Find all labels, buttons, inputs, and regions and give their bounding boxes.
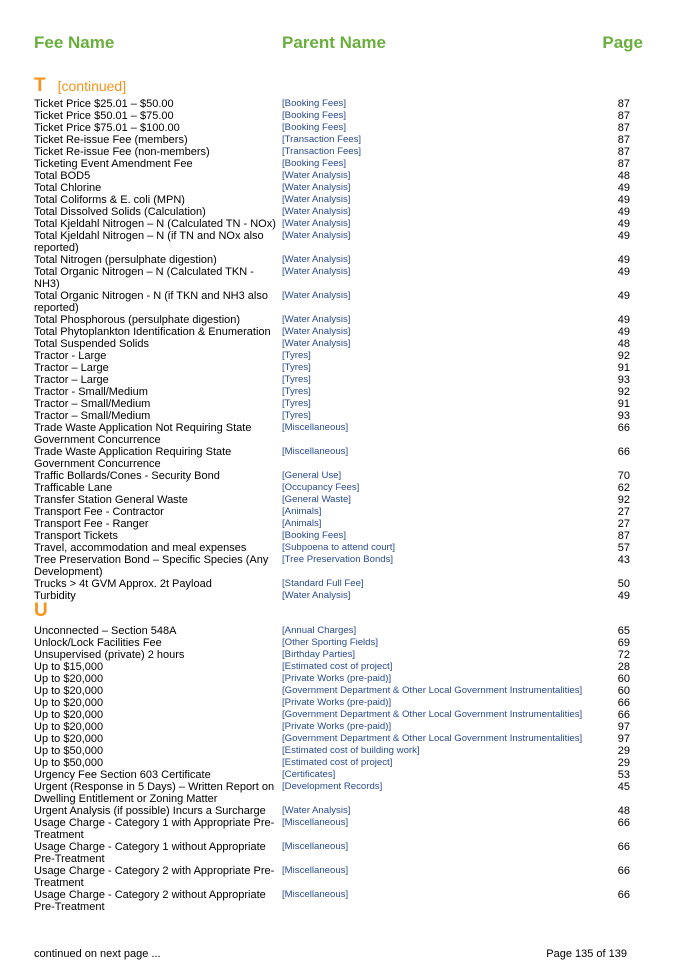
fee-row [34,542,630,554]
fee-row [34,709,630,721]
fee-row [34,506,630,518]
parent-name: [General Use] [282,470,342,481]
page-number: 87 [617,146,630,158]
fee-row [34,230,630,254]
page-number: 87 [617,110,630,122]
section-letter: U [34,600,48,621]
parent-name: [Transaction Fees] [282,146,362,157]
parent-name: [Booking Fees] [282,530,346,541]
fee-row [34,170,630,182]
parent-name: [Water Analysis] [282,206,351,217]
parent-name: [Annual Charges] [282,625,357,636]
fee-name: Total Nitrogen (persulphate digestion) [34,254,217,266]
fee-row [34,733,630,745]
page-number: 53 [617,769,630,781]
fee-row [34,158,630,170]
fee-name: Ticketing Event Amendment Fee [34,158,193,170]
fee-name: Usage Charge - Category 1 without Appropriate Pre-Treatment [34,841,266,865]
parent-name: [Tyres] [282,362,311,373]
parent-name: [Subpoena to attend court] [282,542,396,553]
fee-name: Tree Preservation Bond – Specific Species (Any Development) [34,554,269,578]
parent-name: [Water Analysis] [282,805,351,816]
fee-name: Tractor - Small/Medium [34,386,148,398]
parent-name: [Water Analysis] [282,290,351,301]
fee-row [34,494,630,506]
page-number: 49 [617,182,630,194]
fee-name: Transport Fee - Contractor [34,506,164,518]
footer-page-number: Page 135 of 139 [546,948,627,960]
fee-row [34,518,630,530]
fee-name: Total Coliforms & E. coli (MPN) [34,194,185,206]
parent-name: [Government Department & Other Local Government Instrumentalities] [282,709,583,720]
parent-name: [Birthday Parties] [282,649,356,660]
fee-row [34,470,630,482]
fee-name: Urgency Fee Section 603 Certificate [34,769,211,781]
fee-row [34,446,630,470]
page-number: 49 [617,590,630,602]
fee-name: Ticket Price $25.01 – $50.00 [34,98,174,110]
page-number: 43 [617,554,630,566]
fee-name: Total Organic Nitrogen – N (Calculated TKN - NH3) [34,266,254,290]
fee-row [34,122,630,134]
parent-name: [Water Analysis] [282,590,351,601]
fee-name: Urgent Analysis (if possible) Incurs a Surcharge [34,805,266,817]
fee-name: Tractor - Large [34,350,107,362]
fee-row [34,841,630,865]
fee-name: Trucks > 4t GVM Approx. 2t Payload [34,578,212,590]
fee-name: Up to $50,000 [34,745,104,757]
page-number: 66 [617,446,630,458]
page-number: 66 [617,709,630,721]
page-number: 87 [617,134,630,146]
parent-name: [Estimated cost of building work] [282,745,420,756]
page-number: 65 [617,625,630,637]
fee-name: Total BOD5 [34,170,91,182]
parent-name: [Estimated cost of project] [282,661,393,672]
fee-row [34,482,630,494]
page-number: 50 [617,578,630,590]
fee-row [34,410,630,422]
fee-name: Trafficable Lane [34,482,113,494]
parent-name: [Other Sporting Fields] [282,637,378,648]
fee-name: Usage Charge - Category 1 with Appropriate Pre-Treatment [34,817,275,841]
fee-row [34,649,630,661]
parent-name: [Government Department & Other Local Government Instrumentalities] [282,733,583,744]
column-header-fee-name: Fee Name [34,33,115,52]
parent-name: [Water Analysis] [282,314,351,325]
footer-continued: continued on next page ... [34,948,161,960]
page-number: 29 [617,745,630,757]
fee-name: Traffic Bollards/Cones - Security Bond [34,470,220,482]
parent-name: [Tyres] [282,374,311,385]
fee-row [34,673,630,685]
fee-name: Usage Charge - Category 2 with Appropriate Pre-Treatment [34,865,275,889]
page-number: 27 [617,518,630,530]
fee-name: Total Chlorine [34,182,102,194]
page-number: 93 [617,374,630,386]
fee-row [34,110,630,122]
parent-name: [Booking Fees] [282,158,346,169]
fee-row [34,578,630,590]
fee-row [34,338,630,350]
page-number: 57 [617,542,630,554]
parent-name: [Water Analysis] [282,230,351,241]
section-letter: T [34,75,46,96]
parent-name: [Government Department & Other Local Government Instrumentalities] [282,685,583,696]
fee-name: Up to $20,000 [34,709,104,721]
fee-row [34,146,630,158]
fee-name: Total Phytoplankton Identification & Enumeration [34,326,271,338]
parent-name: [Standard Full Fee] [282,578,364,589]
parent-name: [Miscellaneous] [282,446,349,457]
fee-name: Ticket Re-issue Fee (non-members) [34,146,210,158]
column-header-parent-name: Parent Name [282,33,386,52]
fee-row [34,314,630,326]
fee-row [34,98,630,110]
fee-row [34,757,630,769]
fee-name: Up to $20,000 [34,673,104,685]
page-number: 49 [617,218,630,230]
parent-name: [Booking Fees] [282,98,346,109]
parent-name: [Water Analysis] [282,170,351,181]
parent-name: [Estimated cost of project] [282,757,393,768]
fee-row [34,182,630,194]
page-number: 70 [617,470,630,482]
fee-row [34,362,630,374]
fee-row [34,590,630,602]
page-number: 87 [617,530,630,542]
parent-name: [Water Analysis] [282,182,351,193]
fee-list-u [34,625,630,913]
fee-row [34,350,630,362]
fee-name: Up to $15,000 [34,661,104,673]
section-heading-t [34,75,126,97]
page-number: 66 [617,889,630,901]
page-number: 49 [617,290,630,302]
page-number: 87 [617,122,630,134]
page-number: 66 [617,841,630,853]
fee-row [34,254,630,266]
fee-name: Tractor – Large [34,362,109,374]
parent-name: [Booking Fees] [282,110,346,121]
page-number: 66 [617,422,630,434]
parent-name: [Water Analysis] [282,218,351,229]
fee-name: Total Organic Nitrogen - N (if TKN and NH3 also reported) [34,290,268,314]
page-number: 60 [617,673,630,685]
fee-name: Ticket Re-issue Fee (members) [34,134,188,146]
fee-row [34,422,630,446]
fee-row [34,745,630,757]
fee-row [34,218,630,230]
section-heading-u [34,600,48,622]
page-number: 87 [617,98,630,110]
parent-name: [Private Works (pre-paid)] [282,673,392,684]
parent-name: [Miscellaneous] [282,817,349,828]
page-number: 91 [617,398,630,410]
fee-row [34,134,630,146]
fee-row [34,769,630,781]
fee-row [34,530,630,542]
fee-row [34,697,630,709]
page-number: 62 [617,482,630,494]
page-number: 48 [617,805,630,817]
fee-list-t [34,98,630,602]
fee-name: Up to $20,000 [34,685,104,697]
fee-name: Usage Charge - Category 2 without Appropriate Pre-Treatment [34,889,266,913]
parent-name: [Miscellaneous] [282,422,349,433]
parent-name: [Tyres] [282,410,311,421]
fee-row [34,889,630,913]
fee-name: Unlock/Lock Facilities Fee [34,637,162,649]
parent-name: [Private Works (pre-paid)] [282,697,392,708]
fee-row [34,554,630,578]
fee-name: Total Dissolved Solids (Calculation) [34,206,206,218]
fee-row [34,805,630,817]
parent-name: [Tree Preservation Bonds] [282,554,394,565]
parent-name: [Tyres] [282,398,311,409]
page-number: 49 [617,314,630,326]
parent-name: [Miscellaneous] [282,889,349,900]
parent-name: [Water Analysis] [282,266,351,277]
page-number: 91 [617,362,630,374]
page-number: 97 [617,733,630,745]
fee-row [34,290,630,314]
page-number: 48 [617,170,630,182]
parent-name: [Private Works (pre-paid)] [282,721,392,732]
parent-name: [Miscellaneous] [282,841,349,852]
page-number: 29 [617,757,630,769]
parent-name: [Miscellaneous] [282,865,349,876]
fee-row [34,781,630,805]
fee-row [34,721,630,733]
page-number: 66 [617,817,630,829]
fee-row [34,194,630,206]
fee-name: Tractor – Large [34,374,109,386]
section-continued-label: [continued] [57,78,127,94]
page-number: 45 [617,781,630,793]
fee-name: Trade Waste Application Not Requiring State Government Concurrence [34,422,252,446]
parent-name: [Tyres] [282,350,311,361]
fee-name: Ticket Price $50.01 – $75.00 [34,110,174,122]
fee-row [34,865,630,889]
parent-name: [Development Records] [282,781,383,792]
page-number: 66 [617,697,630,709]
page-number: 93 [617,410,630,422]
fee-name: Tractor – Small/Medium [34,398,151,410]
fee-row [34,637,630,649]
fee-row [34,625,630,637]
fee-name: Ticket Price $75.01 – $100.00 [34,122,180,134]
fee-name: Transport Tickets [34,530,118,542]
fee-row [34,685,630,697]
page-number: 87 [617,158,630,170]
fee-name: Trade Waste Application Requiring State Government Concurrence [34,446,232,470]
fee-name: Turbidity [34,590,76,602]
fee-name: Up to $20,000 [34,733,104,745]
fee-name: Up to $50,000 [34,757,104,769]
fee-name: Unsupervised (private) 2 hours [34,649,185,661]
fee-name: Tractor – Small/Medium [34,410,151,422]
fee-row [34,817,630,841]
page-number: 27 [617,506,630,518]
page-number: 66 [617,865,630,877]
page-number: 97 [617,721,630,733]
fee-name: Total Suspended Solids [34,338,149,350]
fee-name: Urgent (Response in 5 Days) – Written Report on Dwelling Entitlement or Zoning Matter [34,781,275,805]
page-number: 49 [617,326,630,338]
parent-name: [Water Analysis] [282,254,351,265]
page-number: 48 [617,338,630,350]
fee-row [34,386,630,398]
page-number: 92 [617,494,630,506]
page-number: 69 [617,637,630,649]
fee-name: Total Kjeldahl Nitrogen – N (if TN and NOx also reported) [34,230,264,254]
page-number: 72 [617,649,630,661]
fee-row [34,266,630,290]
parent-name: [Water Analysis] [282,194,351,205]
fee-name: Travel, accommodation and meal expenses [34,542,247,554]
fee-name: Up to $20,000 [34,697,104,709]
page-number: 49 [617,230,630,242]
parent-name: [Booking Fees] [282,122,346,133]
fee-row [34,661,630,673]
parent-name: [Animals] [282,518,322,529]
fee-row [34,398,630,410]
fee-row [34,206,630,218]
parent-name: [Tyres] [282,386,311,397]
parent-name: [Occupancy Fees] [282,482,360,493]
parent-name: [Certificates] [282,769,336,780]
parent-name: [General Waste] [282,494,351,505]
page-number: 49 [617,254,630,266]
fee-name: Unconnected – Section 548A [34,625,177,637]
page-number: 49 [617,194,630,206]
page-number: 92 [617,386,630,398]
parent-name: [Water Analysis] [282,338,351,349]
page-number: 28 [617,661,630,673]
parent-name: [Water Analysis] [282,326,351,337]
fee-name: Up to $20,000 [34,721,104,733]
parent-name: [Transaction Fees] [282,134,362,145]
fee-name: Total Phosphorous (persulphate digestion) [34,314,241,326]
fee-name: Transfer Station General Waste [34,494,188,506]
page-number: 49 [617,266,630,278]
fee-row [34,326,630,338]
page-number: 92 [617,350,630,362]
fee-name: Transport Fee - Ranger [34,518,149,530]
page-number: 60 [617,685,630,697]
parent-name: [Animals] [282,506,322,517]
fee-name: Total Kjeldahl Nitrogen – N (Calculated TN - NOx) [34,218,276,230]
fee-row [34,374,630,386]
page-number: 49 [617,206,630,218]
column-header-page: Page [602,33,643,52]
